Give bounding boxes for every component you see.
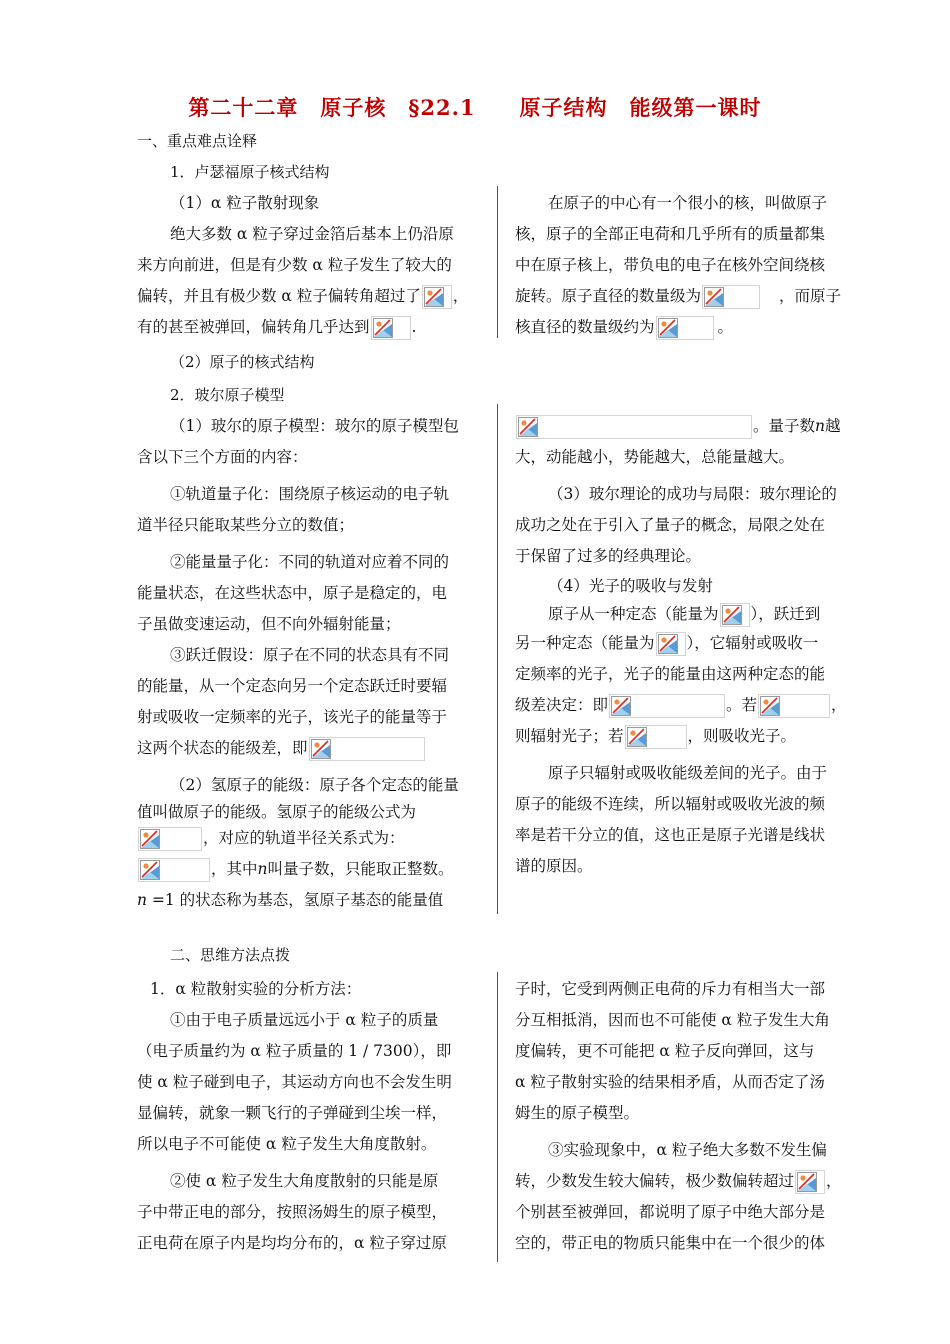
paragraph-line: 的能量，从一个定态向另一个定态跃迁时要辐 xyxy=(137,677,448,695)
section-heading-key-points: 一、重点难点诠释 xyxy=(137,132,258,150)
paragraph-line: ，对应的轨道半径关系式为： xyxy=(137,823,487,854)
paragraph-line: ②能量量子化：不同的轨道对应着不同的 xyxy=(170,553,450,571)
paragraph-line: 中在原子核上，带负电的电子在核外空间绕核 xyxy=(515,256,826,274)
formula-image-icon xyxy=(516,415,752,439)
paragraph-line: ③实验现象中，α 粒子绝大多数不发生偏 xyxy=(548,1141,827,1159)
formula-image-icon xyxy=(758,694,830,718)
column-divider xyxy=(497,972,498,1262)
subsection-rutherford: 1．卢瑟福原子核式结构 xyxy=(170,163,330,181)
paragraph-line: 含以下三个方面的内容： xyxy=(137,448,308,466)
methods-right-column xyxy=(515,974,875,1259)
paragraph-line: 1．α 粒散射实验的分析方法： xyxy=(150,980,362,998)
paragraph-line: 于保留了过多的经典理论。 xyxy=(515,547,702,565)
paragraph-line: 姆生的原子模型。 xyxy=(515,1104,640,1122)
formula-image-icon xyxy=(702,285,760,309)
paragraph-line: 个别甚至被弹回，都说明了原子中绝大部分是 xyxy=(515,1203,826,1221)
paragraph-line: 旋转。原子直径的数量级为 ，而原子 xyxy=(515,281,875,312)
paragraph-line: ①由于电子质量远远小于 α 粒子的质量 xyxy=(170,1011,439,1029)
paragraph-line: 级差决定：即 。若 ， xyxy=(515,690,875,721)
paragraph-line: 来方向前进，但是有少数 α 粒子发生了较大的 xyxy=(137,256,452,274)
paragraph-line: 子虽做变速运动，但不向外辐射能量； xyxy=(137,615,401,633)
formula-image-icon xyxy=(795,1170,825,1194)
paragraph-line: α 粒子散射实验的结果相矛盾，从而否定了汤 xyxy=(515,1073,825,1091)
formula-image-icon xyxy=(138,827,202,851)
paragraph-line: n =1 的状态称为基态，氢原子基态的能量值 xyxy=(137,891,444,909)
formula-image-icon xyxy=(422,285,452,309)
formula-image-icon xyxy=(371,316,411,340)
paragraph-line: 转，少数发生较大偏转，极少数偏转超过 ， xyxy=(515,1166,875,1197)
paragraph-line: 显偏转，就象一颗飞行的子弹碰到尘埃一样， xyxy=(137,1104,448,1122)
paragraph-line: 有的甚至被弹回，偏转角几乎达到 . xyxy=(137,312,487,343)
formula-image-icon xyxy=(720,603,750,627)
paragraph-line: 核，原子的全部正电荷和几乎所有的质量都集 xyxy=(515,225,826,243)
paragraph-line: 在原子的中心有一个很小的核，叫做原子 xyxy=(548,194,828,212)
paragraph-line: 原子从一种定态（能量为 ），跃迁到 xyxy=(515,600,875,628)
rutherford-right-column xyxy=(515,188,875,343)
rutherford-left-column xyxy=(137,188,487,343)
paragraph-line: 偏转，并且有极少数 α 粒子偏转角超过了 ， xyxy=(137,281,487,312)
paragraph-line: （1）玻尔的原子模型：玻尔的原子模型包 xyxy=(170,417,459,435)
paragraph-line: 绝大多数 α 粒子穿过金箔后基本上仍沿原 xyxy=(170,225,454,243)
section-heading-methods: 二、思维方法点拨 xyxy=(170,946,291,964)
column-divider xyxy=(497,404,498,914)
paragraph-line: ①轨道量子化：围绕原子核运动的电子轨 xyxy=(170,485,450,503)
paragraph-line: 道半径只能取某些分立的数值； xyxy=(137,516,355,534)
paragraph-line: ，其中n叫量子数，只能取正整数。 xyxy=(137,854,487,885)
paragraph-line: 定频率的光子，光子的能量由这两种定态的能 xyxy=(515,665,826,683)
bohr-right-column xyxy=(515,411,875,882)
subsection-nuclear-structure: （2）原子的核式结构 xyxy=(170,353,315,371)
paragraph-line: 则辐射光子；若 ，则吸收光子。 xyxy=(515,721,875,752)
paragraph-line: 大，动能越小，势能越大，总能量越大。 xyxy=(515,448,795,466)
formula-image-icon xyxy=(138,858,210,882)
page-title: 第二十二章 原子核 §22.1 原子结构 能级第一课时 xyxy=(188,95,762,120)
paragraph-line: 使 α 粒子碰到电子，其运动方向也不会发生明 xyxy=(137,1073,452,1091)
paragraph-line: 度偏转，更不可能把 α 粒子反向弹回，这与 xyxy=(515,1042,815,1060)
formula-image-icon xyxy=(309,737,425,761)
paragraph-line: 正电荷在原子内是均均分布的，α 粒子穿过原 xyxy=(137,1234,447,1252)
paragraph-line: 射或吸收一定频率的光子，该光子的能量等于 xyxy=(137,708,448,726)
paragraph-line: 谱的原因。 xyxy=(515,857,593,875)
formula-image-icon xyxy=(625,725,687,749)
paragraph-line: 空的，带正电的物质只能集中在一个很少的体 xyxy=(515,1234,826,1252)
paragraph-line: 成功之处在于引入了量子的概念，局限之处在 xyxy=(515,516,826,534)
paragraph-line: 。量子数n越 xyxy=(515,411,875,442)
paragraph-line: 子中带正电的部分，按照汤姆生的原子模型， xyxy=(137,1203,448,1221)
paragraph-line: 另一种定态（能量为 ），它辐射或吸收一 xyxy=(515,628,875,659)
paragraph-line: （电子质量约为 α 粒子质量的 1 / 7300），即 xyxy=(137,1042,452,1060)
paragraph-line: 所以电子不可能使 α 粒子发生大角度散射。 xyxy=(137,1135,437,1153)
alpha-scattering-heading: （1）α 粒子散射现象 xyxy=(170,194,320,212)
methods-left-column xyxy=(137,974,487,1259)
paragraph-line: 率是若干分立的值，这也正是原子光谱是线状 xyxy=(515,826,826,844)
paragraph-line: （3）玻尔理论的成功与局限：玻尔理论的 xyxy=(548,485,837,503)
paragraph-line: 值叫做原子的能级。氢原子的能级公式为 xyxy=(137,803,417,821)
subsection-bohr-model: 2．玻尔原子模型 xyxy=(170,386,285,404)
paragraph-line: ③跃迁假设：原子在不同的状态具有不同 xyxy=(170,646,450,664)
column-divider xyxy=(497,186,498,338)
paragraph-line: 原子只辐射或吸收能级差间的光子。由于 xyxy=(548,764,828,782)
paragraph-line: ②使 α 粒子发生大角度散射的只能是原 xyxy=(170,1172,439,1190)
paragraph-line: （4）光子的吸收与发射 xyxy=(548,577,713,595)
paragraph-line: 核直径的数量级约为 。 xyxy=(515,312,875,343)
paragraph-line: 分互相抵消，因而也不可能使 α 粒子发生大角 xyxy=(515,1011,830,1029)
paragraph-line: （2）氢原子的能级：原子各个定态的能量 xyxy=(170,776,459,794)
bohr-left-column xyxy=(137,411,487,916)
paragraph-line: 这两个状态的能级差，即 xyxy=(137,733,487,764)
paragraph-line: 子时，它受到两侧正电荷的斥力有相当大一部 xyxy=(515,980,826,998)
formula-image-icon xyxy=(656,316,714,340)
paragraph-line: 原子的能级不连续，所以辐射或吸收光波的频 xyxy=(515,795,826,813)
paragraph-line: 能量状态，在这些状态中，原子是稳定的，电 xyxy=(137,584,448,602)
formula-image-icon xyxy=(656,632,686,656)
formula-image-icon xyxy=(609,694,725,718)
